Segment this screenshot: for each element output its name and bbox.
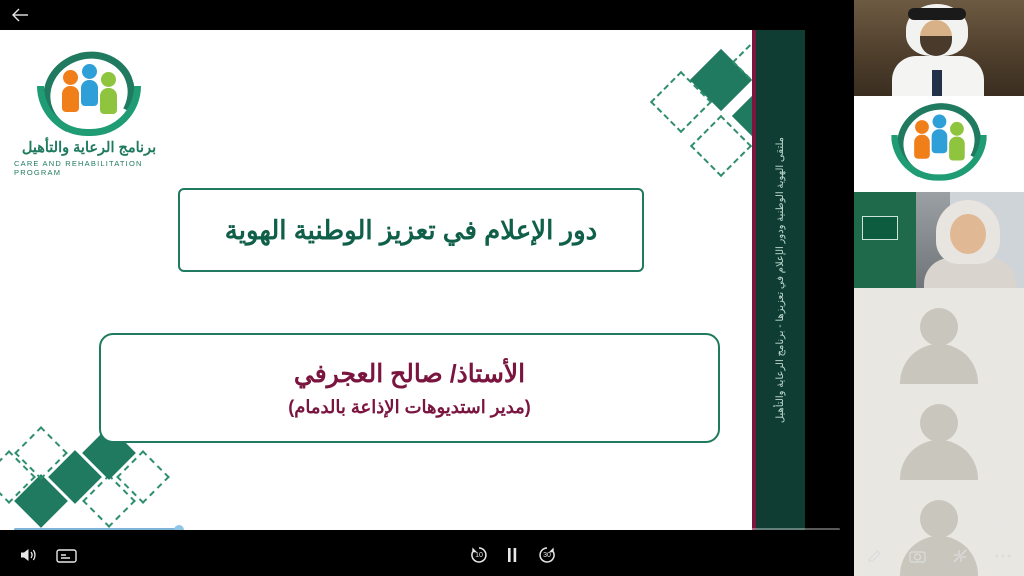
back-arrow-icon[interactable] — [0, 0, 40, 30]
rewind-amount-label: 10 — [475, 552, 483, 559]
pen-icon[interactable] — [860, 541, 890, 571]
decoration-diamonds-bottom-left — [0, 444, 200, 524]
participant-logo-tile[interactable] — [854, 96, 1024, 192]
forward-amount-label: 30 — [543, 552, 551, 559]
camera-icon[interactable] — [903, 541, 933, 571]
participant-video-1[interactable] — [854, 0, 1024, 96]
player-controls — [0, 530, 854, 576]
volume-icon[interactable] — [18, 546, 38, 564]
forward-30-icon[interactable] — [536, 544, 558, 566]
slide-side-strip-text: ملتقى الهوية الوطنية ودور الإعلام في تعزيزها - برنامج الرعاية والتأهيل — [775, 136, 786, 424]
program-logo-small-icon — [870, 102, 1008, 187]
avatar — [893, 298, 985, 384]
collapse-arrows-icon[interactable] — [945, 541, 975, 571]
slide-side-strip — [756, 30, 805, 530]
program-logo — [14, 50, 164, 180]
speaker-role: (مدير استديوهات الإذاعة بالدمام) — [288, 396, 531, 417]
meeting-time-label: 1:12:37 — [985, 520, 1016, 530]
participant-avatar-1[interactable] — [854, 288, 1024, 384]
top-bar — [0, 0, 854, 30]
pause-icon[interactable] — [503, 544, 521, 566]
captions-icon[interactable] — [56, 548, 77, 564]
slide-title-box — [178, 188, 644, 272]
slide-title: دور الإعلام في تعزيز الوطنية الهوية — [224, 214, 598, 245]
presentation-slide — [0, 30, 805, 530]
avatar — [893, 394, 985, 480]
participant-video-2[interactable] — [854, 192, 1024, 288]
rail-controls — [854, 536, 1024, 576]
participants-rail — [854, 0, 1024, 576]
speaker-name: الأستاذ/ صالح العجرفي — [293, 359, 526, 388]
logo-arabic-text: برنامج الرعاية والتأهيل — [21, 140, 157, 156]
participant-avatar-2[interactable] — [854, 384, 1024, 480]
ellipsis-icon[interactable] — [988, 541, 1018, 571]
logo-mark-icon — [37, 50, 141, 138]
video-stage[interactable] — [0, 30, 854, 530]
speaker-box — [99, 333, 720, 443]
logo-english-text: CARE AND REHABILITATION PROGRAM — [14, 159, 143, 177]
rewind-10-icon[interactable] — [468, 544, 490, 566]
